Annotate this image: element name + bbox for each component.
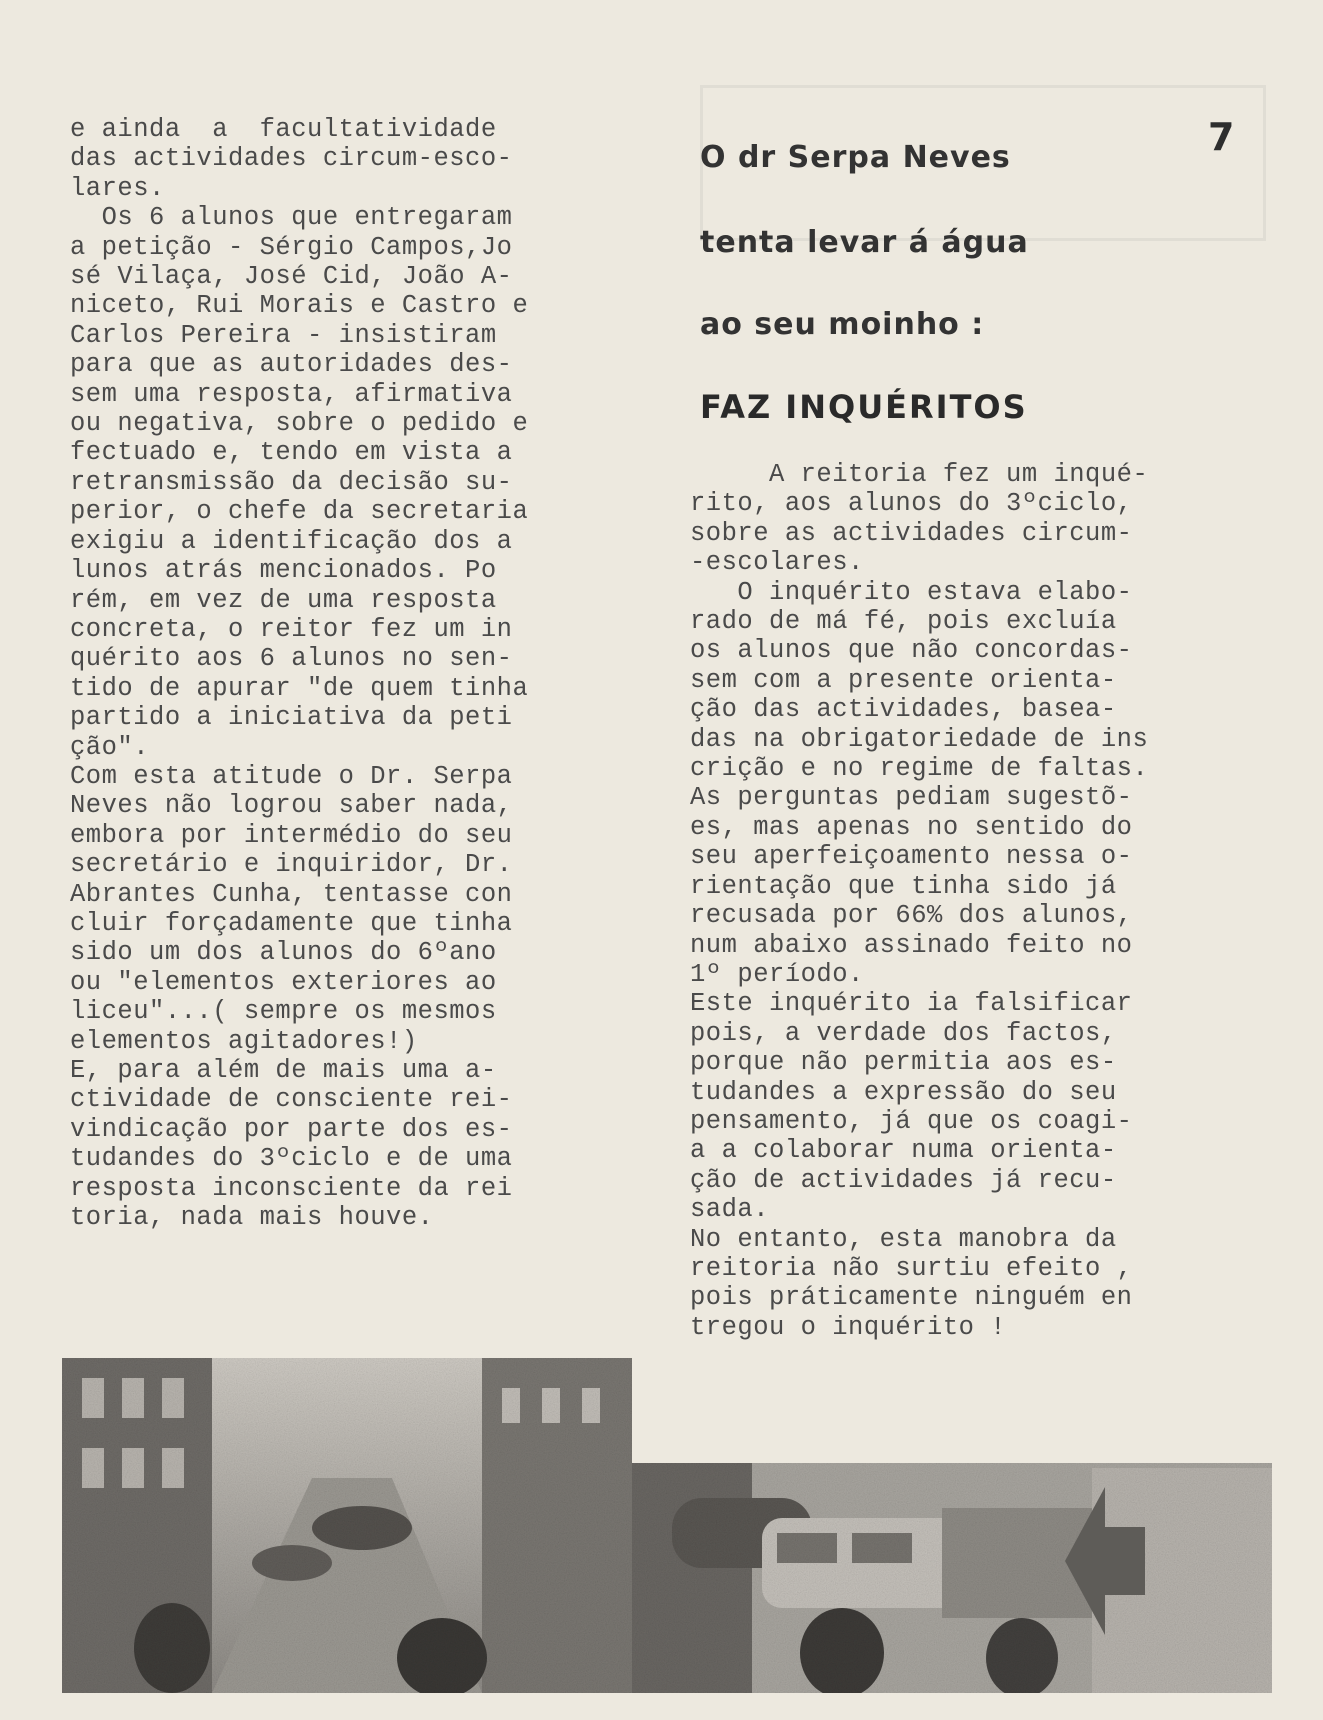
left-column-line: quérito aos 6 alunos no sen- [70,644,513,674]
left-column-line: exigiu a identificação dos a [70,526,513,556]
right-column-line: pois práticamente ninguém en [690,1283,1133,1313]
right-column-line: recusada por 66% dos alunos, [690,901,1133,931]
right-column-line: sobre as actividades circum- [690,518,1133,548]
left-column-line: retransmissão da decisão su- [70,467,513,497]
left-column-line: ou negativa, sobre o pedido e [70,409,529,439]
right-column-line: rado de má fé, pois excluía [690,607,1117,637]
left-column-line: sé Vilaça, José Cid, João A- [70,262,513,292]
right-column-line: sada. [690,1195,770,1225]
left-column-line: niceto, Rui Morais e Castro e [70,291,529,321]
left-column-line: embora por intermédio do seu [70,820,513,850]
right-column-line: -escolares. [690,548,864,578]
right-text-column [690,460,1250,1342]
headline-line-1: O dr Serpa Neves [700,140,1011,175]
left-column-line: partido a iniciativa da peti [70,703,513,733]
left-column-line: cluir forçadamente que tinha [70,908,513,938]
left-column-line: ção". [70,732,150,762]
right-column-line: ção das actividades, basea- [690,695,1117,725]
left-column-line: a petição - Sérgio Campos,Jo [70,232,513,262]
right-column-line: As perguntas pediam sugestõ- [690,783,1133,813]
right-column-line: os alunos que não concordas- [690,636,1133,666]
left-column-line: secretário e inquiridor, Dr. [70,850,513,880]
right-column-line: pois, a verdade dos factos, [690,1018,1117,1048]
right-column-line: crição e no regime de faltas. [690,754,1149,784]
right-column-line: No entanto, esta manobra da [690,1224,1117,1254]
right-column-line: 1º período. [690,959,864,989]
left-column-line: ou "elementos exteriores ao [70,967,497,997]
right-column-line: tudandes a expressão do seu [690,1077,1117,1107]
left-column-line: sem uma resposta, afirmativa [70,379,513,409]
right-column-line: porque não permitia aos es- [690,1048,1117,1078]
right-column-line: es, mas apenas no sentido do [690,812,1133,842]
right-column-line: rito, aos alunos do 3ºciclo, [690,489,1133,519]
left-column-line: Neves não logrou saber nada, [70,791,513,821]
left-column-line: ctividade de consciente rei- [70,1085,513,1115]
left-column-line: fectuado e, tendo em vista a [70,438,513,468]
left-text-column [70,115,650,1232]
left-column-line: perior, o chefe da secretaria [70,497,529,527]
right-column-line: a a colaborar numa orienta- [690,1136,1117,1166]
right-column-line: seu aperfeiçoamento nessa o- [690,842,1133,872]
left-column-line: Abrantes Cunha, tentasse con [70,879,513,909]
left-arrow-icon [1065,1487,1145,1635]
left-column-line: vindicação por parte dos es- [70,1114,513,1144]
right-column-line: pensamento, já que os coagi- [690,1106,1133,1136]
left-column-line: concreta, o reitor fez um in [70,614,513,644]
left-column-line: das actividades circum-esco- [70,144,513,174]
right-column-line: tregou o inquérito ! [690,1312,1007,1342]
left-column-line: elementos agitadores!) [70,1026,418,1056]
left-column-line: rém, em vez de uma resposta [70,585,497,615]
page-number: 7 [1208,115,1235,159]
left-column-line: resposta inconsciente da rei [70,1173,513,1203]
left-column-line: sido um dos alunos do 6ºano [70,938,497,968]
left-column-line: E, para além de mais uma a- [70,1056,497,1085]
right-column-line: rientação que tinha sido já [690,871,1117,901]
left-column-line: lunos atrás mencionados. Po [70,556,497,586]
left-column-line: toria, nada mais houve. [70,1203,434,1233]
left-column-line: tudandes do 3ºciclo e de uma [70,1144,513,1174]
right-column-line: das na obrigatoriedade de ins [690,724,1149,754]
left-column-line: e ainda a facultatividade [70,115,497,144]
left-column-line: Os 6 alunos que entregaram [70,203,513,233]
left-column-line: tido de apurar "de quem tinha [70,673,529,703]
headline-line-3: ao seu moinho : [700,307,985,342]
left-column-line: para que as autoridades des- [70,350,513,380]
right-column-line: ção de actividades já recu- [690,1165,1117,1195]
left-column-line: liceu"...( sempre os mesmos [70,997,497,1027]
right-column-line: sem com a presente orienta- [690,665,1117,695]
headline-line-2: tenta levar á água [700,225,1029,260]
right-column-line: Este inquérito ia falsificar [690,989,1133,1019]
right-column-line: num abaixo assinado feito no [690,930,1133,960]
right-column-line: O inquérito estava elabo- [690,577,1133,607]
right-column-line: A reitoria fez um inqué- [690,460,1149,489]
left-column-line: Com esta atitude o Dr. Serpa [70,761,513,791]
section-heading: FAZ INQUÉRITOS [700,388,1028,426]
left-column-line: lares. [70,173,165,203]
right-column-line: reitoria não surtiu efeito , [690,1253,1133,1283]
left-column-line: Carlos Pereira - insistiram [70,320,497,350]
